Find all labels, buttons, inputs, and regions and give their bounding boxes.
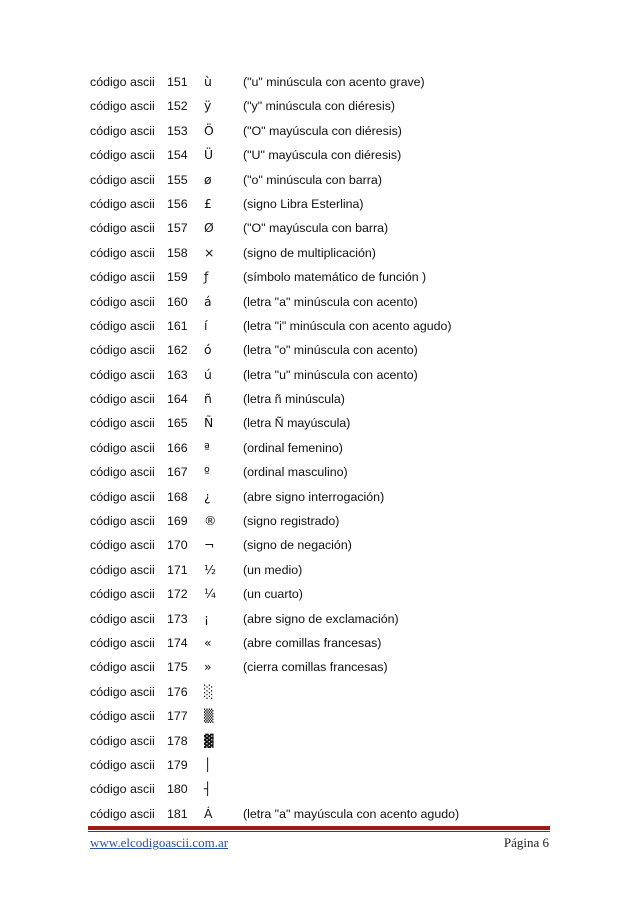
row-label: código ascii xyxy=(90,587,155,602)
ascii-code: 167 xyxy=(167,465,188,480)
ascii-code: 164 xyxy=(167,392,188,407)
table-row xyxy=(0,607,638,631)
row-label: código ascii xyxy=(90,172,155,187)
ascii-character: │ xyxy=(204,756,212,772)
row-label: código ascii xyxy=(90,196,155,211)
ascii-code: 155 xyxy=(167,172,188,187)
character-description: ("o" minúscula con barra) xyxy=(243,172,382,187)
row-label: código ascii xyxy=(90,392,155,407)
ascii-code: 169 xyxy=(167,514,188,529)
row-label: código ascii xyxy=(90,343,155,358)
ascii-code: 174 xyxy=(167,635,188,650)
ascii-code: 152 xyxy=(167,99,188,114)
ascii-code: 156 xyxy=(167,196,188,211)
row-label: código ascii xyxy=(90,99,155,114)
row-label: código ascii xyxy=(90,416,155,431)
ascii-code: 179 xyxy=(167,757,188,772)
row-label: código ascii xyxy=(90,245,155,260)
table-row xyxy=(0,290,638,314)
row-label: código ascii xyxy=(90,757,155,772)
ascii-code: 165 xyxy=(167,416,188,431)
ascii-code: 153 xyxy=(167,123,188,138)
character-description: (letra Ñ mayúscula) xyxy=(243,416,351,431)
character-description: (letra "a" mayúscula con acento agudo) xyxy=(243,806,460,821)
row-label: código ascii xyxy=(90,318,155,333)
ascii-code-table xyxy=(0,70,638,826)
row-label: código ascii xyxy=(90,148,155,163)
character-description: (letra ñ minúscula) xyxy=(243,392,345,407)
ascii-code: 162 xyxy=(167,343,188,358)
ascii-character: Ø xyxy=(204,220,214,236)
row-label: código ascii xyxy=(90,709,155,724)
row-label: código ascii xyxy=(90,123,155,138)
character-description: ("y" minúscula con diéresis) xyxy=(243,99,396,114)
ascii-character: ® xyxy=(204,513,217,529)
row-label: código ascii xyxy=(90,806,155,821)
ascii-code: 154 xyxy=(167,148,188,163)
table-row xyxy=(0,436,638,460)
ascii-character: ▓ xyxy=(204,732,214,748)
character-description: (ordinal masculino) xyxy=(243,465,348,480)
character-description: ("O" mayúscula con diéresis) xyxy=(243,123,402,138)
row-label: código ascii xyxy=(90,514,155,529)
character-description: (ordinal femenino) xyxy=(243,440,343,455)
table-row xyxy=(0,265,638,289)
ascii-code: 175 xyxy=(167,660,188,675)
table-row xyxy=(0,729,638,753)
table-row xyxy=(0,460,638,484)
character-description: (signo registrado) xyxy=(243,514,340,529)
row-label: código ascii xyxy=(90,489,155,504)
ascii-code: 176 xyxy=(167,684,188,699)
footer-rule-thin xyxy=(88,831,550,832)
ascii-character: ½ xyxy=(204,561,217,577)
character-description: (abre signo de exclamación) xyxy=(243,611,399,626)
table-row xyxy=(0,143,638,167)
character-description: (abre comillas francesas) xyxy=(243,635,382,650)
row-label: código ascii xyxy=(90,75,155,89)
table-row xyxy=(0,314,638,338)
ascii-character: ▒ xyxy=(204,708,214,724)
character-description: (letra "a" minúscula con acento) xyxy=(243,294,418,309)
ascii-character: ¿ xyxy=(204,488,211,504)
footer-website-link[interactable]: www.elcodigoascii.com.ar xyxy=(90,835,229,850)
ascii-code: 161 xyxy=(167,318,188,333)
ascii-character: £ xyxy=(204,195,212,211)
row-label: código ascii xyxy=(90,684,155,699)
row-label: código ascii xyxy=(90,538,155,553)
ascii-code: 157 xyxy=(167,221,188,236)
ascii-code: 177 xyxy=(167,709,188,724)
row-label: código ascii xyxy=(90,635,155,650)
table-row xyxy=(0,485,638,509)
table-row xyxy=(0,70,638,94)
table-row xyxy=(0,558,638,582)
ascii-code: 181 xyxy=(167,806,188,821)
ascii-character: Á xyxy=(204,805,213,821)
row-label: código ascii xyxy=(90,294,155,309)
ascii-character: ░ xyxy=(204,683,214,699)
table-row xyxy=(0,338,638,362)
ascii-character: ª xyxy=(204,439,210,455)
character-description: (signo de multiplicación) xyxy=(243,245,376,260)
row-label: código ascii xyxy=(90,611,155,626)
ascii-code: 158 xyxy=(167,245,188,260)
ascii-character: ¬ xyxy=(204,537,215,553)
character-description: (abre signo interrogación) xyxy=(243,489,385,504)
ascii-character: ó xyxy=(204,342,212,358)
table-row xyxy=(0,168,638,192)
row-label: código ascii xyxy=(90,221,155,236)
ascii-character: Ñ xyxy=(204,415,214,431)
row-label: código ascii xyxy=(90,562,155,577)
table-row xyxy=(0,241,638,265)
ascii-character: Ö xyxy=(204,122,214,138)
character-description: (símbolo matemático de función ) xyxy=(243,270,427,285)
row-label: código ascii xyxy=(90,733,155,748)
row-label: código ascii xyxy=(90,660,155,675)
ascii-code: 178 xyxy=(167,733,188,748)
ascii-character: » xyxy=(204,659,212,675)
character-description: (un medio) xyxy=(243,562,303,577)
ascii-code: 170 xyxy=(167,538,188,553)
ascii-character: × xyxy=(204,244,215,260)
row-label: código ascii xyxy=(90,440,155,455)
character-description: ("O" mayúscula con barra) xyxy=(243,221,389,236)
table-row xyxy=(0,94,638,118)
ascii-code: 172 xyxy=(167,587,188,602)
table-row xyxy=(0,192,638,216)
ascii-code: 180 xyxy=(167,782,188,797)
character-description: (letra "u" minúscula con acento) xyxy=(243,367,418,382)
ascii-character: « xyxy=(204,634,212,650)
ascii-character: ø xyxy=(204,171,212,187)
table-row xyxy=(0,802,638,826)
table-row xyxy=(0,509,638,533)
character-description: ("U" mayúscula con diéresis) xyxy=(243,148,402,163)
ascii-code: 166 xyxy=(167,440,188,455)
table-row xyxy=(0,655,638,679)
table-row xyxy=(0,704,638,728)
ascii-character: í xyxy=(204,317,208,333)
row-label: código ascii xyxy=(90,367,155,382)
character-description: (cierra comillas francesas) xyxy=(243,660,388,675)
ascii-character: º xyxy=(204,464,210,480)
row-label: código ascii xyxy=(90,465,155,480)
table-row xyxy=(0,216,638,240)
table-row xyxy=(0,777,638,801)
character-description: (letra "i" minúscula con acento agudo) xyxy=(243,318,452,333)
ascii-code: 160 xyxy=(167,294,188,309)
character-description: (letra "o" minúscula con acento) xyxy=(243,343,418,358)
ascii-character: ù xyxy=(204,74,212,89)
ascii-code: 151 xyxy=(167,75,188,89)
table-row xyxy=(0,387,638,411)
table-row xyxy=(0,582,638,606)
ascii-character: ¼ xyxy=(204,586,217,602)
ascii-character: ┤ xyxy=(204,781,212,797)
row-label: código ascii xyxy=(90,270,155,285)
ascii-code: 163 xyxy=(167,367,188,382)
table-row xyxy=(0,411,638,435)
character-description: ("u" minúscula con acento grave) xyxy=(243,75,425,89)
footer-rule xyxy=(88,826,550,830)
ascii-character: ƒ xyxy=(204,269,209,285)
ascii-character: ¡ xyxy=(204,610,209,626)
ascii-character: ñ xyxy=(204,391,212,407)
footer-page-number: Página 6 xyxy=(503,835,549,850)
table-row xyxy=(0,119,638,143)
character-description: (un cuarto) xyxy=(243,587,303,602)
ascii-character: á xyxy=(204,293,212,309)
ascii-code: 168 xyxy=(167,489,188,504)
table-row xyxy=(0,363,638,387)
ascii-code: 173 xyxy=(167,611,188,626)
table-row xyxy=(0,680,638,704)
ascii-code: 159 xyxy=(167,270,188,285)
ascii-code: 171 xyxy=(167,562,188,577)
table-row xyxy=(0,753,638,777)
ascii-character: ÿ xyxy=(204,98,212,114)
ascii-character: Ü xyxy=(204,147,214,163)
table-row xyxy=(0,631,638,655)
ascii-character: ú xyxy=(204,366,212,382)
character-description: (signo de negación) xyxy=(243,538,352,553)
character-description: (signo Libra Esterlina) xyxy=(243,196,364,211)
table-row xyxy=(0,533,638,557)
row-label: código ascii xyxy=(90,782,155,797)
